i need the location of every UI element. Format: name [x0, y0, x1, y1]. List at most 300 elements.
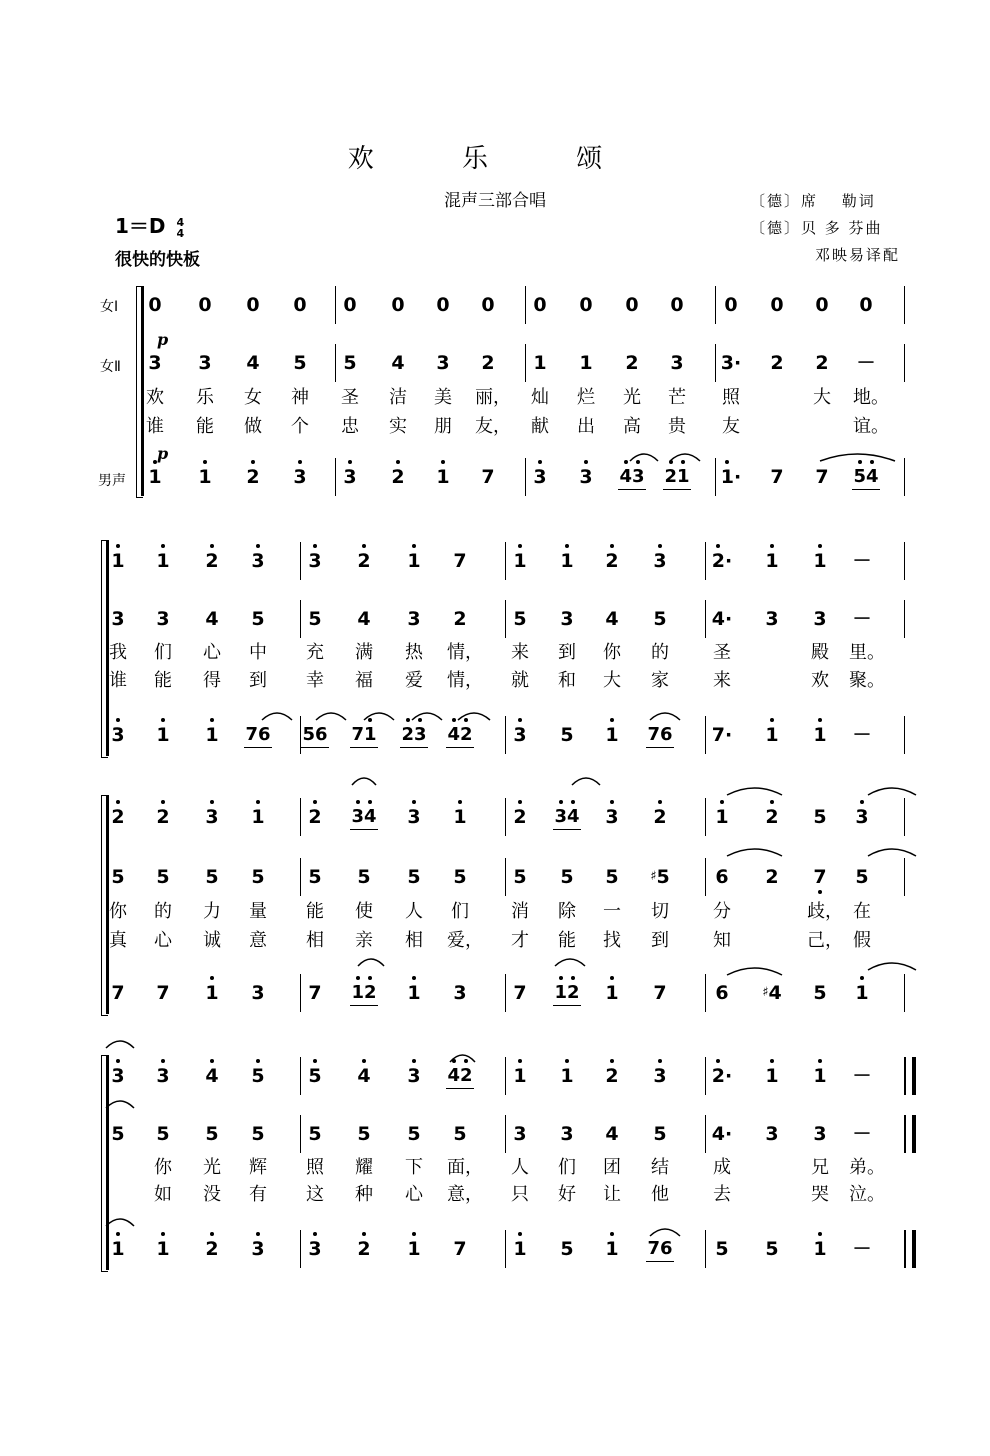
note: 1 · — [718, 462, 744, 492]
note: 1 — [759, 546, 785, 576]
note: 0 — [246, 294, 260, 316]
note: 5 — [251, 1123, 265, 1145]
note: 3 — [245, 1234, 271, 1264]
note: 5 — [453, 1123, 467, 1145]
note: 5 — [156, 866, 170, 888]
note: 1 — [507, 1061, 533, 1091]
note: 1 — [579, 352, 593, 374]
lyric-syllable: 找 — [603, 930, 621, 951]
note: 5 — [813, 982, 827, 1004]
note: 2 — [351, 546, 377, 576]
note: 2 · — [709, 546, 735, 576]
time-denominator: 4 — [176, 226, 185, 240]
note: 1 — [142, 462, 168, 492]
note: 1 — [192, 462, 218, 492]
slur-arc — [868, 849, 916, 856]
note: 1 — [105, 546, 131, 576]
lyric-syllable: 相 — [405, 930, 423, 951]
lyric-syllable: 耀 — [355, 1157, 373, 1178]
note: － — [852, 724, 872, 746]
final-barline — [912, 1057, 916, 1095]
note: 7 — [770, 466, 784, 488]
lyric-syllable: 如 — [154, 1184, 172, 1205]
note: 7 — [156, 982, 170, 1004]
lyricist-credit: 〔德〕席 勒词 — [750, 192, 876, 210]
barline — [335, 458, 336, 496]
note: 2 — [765, 866, 779, 888]
note: 1 2 — [549, 978, 585, 1008]
note: 2 — [150, 802, 176, 832]
lyric-syllable: 大 — [603, 670, 621, 691]
lyric-syllable: 欢 — [811, 670, 829, 691]
note: 71 — [346, 720, 382, 750]
slur-arc — [670, 454, 700, 461]
note: 1 — [807, 1234, 833, 1264]
note: 1 — [150, 1234, 176, 1264]
note: 5 — [407, 1123, 421, 1145]
lyric-syllable: 洁 — [389, 387, 407, 408]
slur-arc — [555, 959, 585, 966]
lyric-syllable: 神 — [291, 387, 309, 408]
lyric-syllable: 福 — [355, 670, 373, 691]
note: 0 — [815, 294, 829, 316]
note: 3 4 — [549, 802, 585, 832]
composer-credit: 〔德〕贝 多 芬曲 — [750, 219, 883, 237]
lyric-syllable: 辉 — [249, 1157, 267, 1178]
note: 2 — [481, 352, 495, 374]
lyric-syllable: 高 — [623, 416, 641, 437]
slur-arc — [458, 713, 490, 720]
note: 3 — [813, 1123, 827, 1145]
note: 5 — [813, 806, 827, 828]
lyric-syllable: 献 — [531, 416, 549, 437]
barline — [300, 1057, 301, 1095]
barline — [300, 542, 301, 580]
note: 6 — [715, 982, 729, 1004]
lyric-syllable: 满 — [355, 642, 373, 663]
lyric-syllable: 照 — [306, 1157, 324, 1178]
note: 1 — [759, 1061, 785, 1091]
note: 6 — [715, 866, 729, 888]
note: 5 — [715, 1238, 729, 1260]
note: 3 — [765, 608, 779, 630]
barline — [505, 1057, 506, 1095]
lyric-syllable: 面， — [447, 1157, 483, 1178]
slur-arc — [262, 713, 292, 720]
note: 0 — [436, 294, 450, 316]
note: 5 — [653, 608, 667, 630]
barline — [505, 798, 506, 836]
note: 76 — [642, 720, 678, 750]
song-title: 欢 乐 颂 — [347, 144, 643, 174]
note: 2 1 — [659, 462, 695, 492]
note: 5 — [605, 866, 619, 888]
lyric-syllable: 心 — [154, 930, 172, 951]
lyric-syllable: 成 — [713, 1157, 731, 1178]
lyric-syllable: 们 — [558, 1157, 576, 1178]
lyric-syllable: 谁 — [146, 416, 164, 437]
note: － — [852, 550, 872, 572]
lyric-syllable: 这 — [306, 1184, 324, 1205]
note: 5 — [293, 352, 307, 374]
note: 3 — [527, 462, 553, 492]
slur-arc — [106, 1101, 134, 1108]
slur-arc — [630, 454, 658, 461]
lyric-syllable: 烂 — [577, 387, 595, 408]
note: 5 — [653, 1123, 667, 1145]
note: 5 — [453, 866, 467, 888]
lyric-syllable: 爱， — [447, 930, 483, 951]
note: 1 — [759, 720, 785, 750]
lyric-syllable: 切 — [651, 901, 669, 922]
lyric-syllable: 中 — [249, 642, 267, 663]
barline — [904, 458, 905, 496]
barline — [904, 1057, 906, 1095]
note: 5 — [302, 1061, 328, 1091]
note: 3 — [560, 1123, 574, 1145]
lyric-syllable: 丽， — [475, 387, 511, 408]
lyric-syllable: 实 — [389, 416, 407, 437]
note: 2 — [385, 462, 411, 492]
note: 1 — [430, 462, 456, 492]
barline — [705, 858, 706, 896]
note: 5 — [251, 866, 265, 888]
barline — [904, 286, 905, 324]
note: 3 — [513, 1123, 527, 1145]
lyric-syllable: 谊。 — [853, 416, 889, 437]
note: 4 2 — [442, 1061, 478, 1091]
note: 2 3 — [396, 720, 432, 750]
key-signature — [115, 210, 184, 239]
note: 3 — [407, 608, 421, 630]
final-barline — [912, 1115, 916, 1153]
lyric-syllable: 们 — [451, 901, 469, 922]
lyric-syllable: 朋 — [434, 416, 452, 437]
key-label: 1＝D — [115, 214, 166, 238]
lyric-syllable: 谁 — [109, 670, 127, 691]
barline — [705, 798, 706, 836]
barline — [335, 344, 336, 382]
lyric-syllable: 圣 — [713, 642, 731, 663]
barline — [505, 858, 506, 896]
note: 2 — [105, 802, 131, 832]
barline — [904, 974, 905, 1012]
note: 5 — [111, 1123, 125, 1145]
lyric-syllable: 个 — [291, 416, 309, 437]
slur-arc — [727, 849, 782, 856]
slur-arc — [352, 778, 376, 785]
lyric-syllable: 聚。 — [849, 670, 885, 691]
note: 3 — [156, 608, 170, 630]
note: － — [852, 1238, 872, 1260]
lyric-syllable: 相 — [306, 930, 324, 951]
note: 0 — [625, 294, 639, 316]
lyric-syllable: 欢 — [146, 387, 164, 408]
slur-arc — [106, 1041, 134, 1048]
lyric-syllable: 美 — [434, 387, 452, 408]
barline — [335, 286, 336, 324]
lyric-syllable: 种 — [355, 1184, 373, 1205]
note: 2 — [770, 352, 784, 374]
note: 4 3 — [614, 462, 650, 492]
note: 7 — [308, 982, 322, 1004]
barline — [715, 458, 716, 496]
note: 2 — [599, 1061, 625, 1091]
lyric-syllable: 假 — [853, 930, 871, 951]
lyric-syllable: 来 — [713, 670, 731, 691]
slur-arc — [868, 963, 916, 970]
note: 1 — [447, 802, 473, 832]
barline — [904, 1230, 906, 1268]
barline — [300, 858, 301, 896]
barline — [705, 974, 706, 1012]
subtitle: 混声三部合唱 — [444, 191, 546, 211]
lyric-syllable: 在 — [853, 901, 871, 922]
lyric-syllable: 有 — [249, 1184, 267, 1205]
note: 4 — [205, 608, 219, 630]
barline — [904, 858, 905, 896]
note: 3 — [560, 608, 574, 630]
note: 3 — [849, 802, 875, 832]
note: 1 2 — [346, 978, 382, 1008]
barline — [705, 1057, 706, 1095]
barline — [904, 798, 905, 836]
note: 4 — [199, 1061, 225, 1091]
note: 5 — [765, 1238, 779, 1260]
barline — [300, 1230, 301, 1268]
lyric-syllable: 人 — [405, 901, 423, 922]
note: 2 · — [709, 1061, 735, 1091]
note: 0 — [724, 294, 738, 316]
slur-arc — [106, 1219, 134, 1226]
lyric-syllable: 下 — [405, 1157, 423, 1178]
note: 3 — [765, 1123, 779, 1145]
note: 2 — [199, 546, 225, 576]
note: 76 — [240, 720, 276, 750]
note: ♯4 — [762, 982, 782, 1004]
note: 4· — [711, 1123, 733, 1145]
note: 5 — [251, 608, 265, 630]
note: 3 — [453, 982, 467, 1004]
slur-arc — [868, 788, 916, 795]
note: 1 — [599, 720, 625, 750]
lyric-syllable: 里。 — [849, 642, 885, 663]
note: 5 — [308, 866, 322, 888]
lyric-syllable: 意 — [249, 930, 267, 951]
barline — [904, 716, 905, 754]
note: 3 — [148, 352, 162, 374]
note: 5 — [343, 352, 357, 374]
note: 1 — [807, 1061, 833, 1091]
lyric-syllable: 能 — [306, 901, 324, 922]
note: 5 — [245, 1061, 271, 1091]
lyric-syllable: 情， — [447, 670, 483, 691]
lyric-syllable: 做 — [244, 416, 262, 437]
slur-arc — [650, 713, 680, 720]
translator-credit: 邓映易译配 — [814, 246, 900, 264]
lyric-syllable: 一 — [603, 901, 621, 922]
lyric-syllable: 弟。 — [849, 1157, 885, 1178]
lyric-syllable: 力 — [203, 901, 221, 922]
lyric-syllable: 忠 — [341, 416, 359, 437]
note: 1 — [709, 802, 735, 832]
lyric-syllable: 乐 — [196, 387, 214, 408]
slur-arc — [358, 959, 384, 966]
note: 0 — [770, 294, 784, 316]
lyric-syllable: 他 — [651, 1184, 669, 1205]
note: 4 — [605, 608, 619, 630]
lyric-syllable: 分 — [713, 901, 731, 922]
note: 5 — [855, 866, 869, 888]
time-numerator: 4 — [176, 215, 185, 229]
lyric-syllable: 亲 — [355, 930, 373, 951]
note: 7 — [453, 550, 467, 572]
note: 2 — [507, 802, 533, 832]
note: 5 — [513, 866, 527, 888]
lyric-syllable: 量 — [249, 901, 267, 922]
lyric-syllable: 友， — [475, 416, 511, 437]
lyric-syllable: 得 — [203, 670, 221, 691]
barline — [705, 600, 706, 638]
note: 0 — [859, 294, 873, 316]
lyric-syllable: 就 — [511, 670, 529, 691]
lyric-syllable: 爱 — [405, 670, 423, 691]
note: 7· — [711, 724, 733, 746]
lyric-syllable: 没 — [203, 1184, 221, 1205]
note: － — [852, 1065, 872, 1087]
lyric-syllable: 热 — [405, 642, 423, 663]
voice-label-male: 男声 — [98, 473, 126, 489]
barline — [525, 344, 526, 382]
lyric-syllable: 去 — [713, 1184, 731, 1205]
lyric-syllable: 能 — [196, 416, 214, 437]
barline — [525, 286, 526, 324]
note: 3 — [647, 1061, 673, 1091]
barline — [904, 1115, 906, 1153]
lyric-syllable: 人 — [511, 1157, 529, 1178]
lyric-syllable: 殿 — [811, 642, 829, 663]
dynamic-mark: p — [157, 444, 169, 463]
barline — [300, 798, 301, 836]
lyric-syllable: 好 — [558, 1184, 576, 1205]
note: 5 — [308, 608, 322, 630]
note: 5 — [560, 1238, 574, 1260]
note: 3 — [198, 352, 212, 374]
note: 5 — [205, 1123, 219, 1145]
note: 1 — [401, 546, 427, 576]
note: 5 — [111, 866, 125, 888]
barline — [505, 974, 506, 1012]
note: 7 — [513, 982, 527, 1004]
lyric-syllable: 你 — [109, 901, 127, 922]
lyric-syllable: 能 — [558, 930, 576, 951]
lyric-syllable: 灿 — [531, 387, 549, 408]
lyric-syllable: 的 — [651, 642, 669, 663]
note: 3 — [287, 462, 313, 492]
note: 3 — [111, 608, 125, 630]
note: 1 — [849, 978, 875, 1008]
lyric-syllable: 才 — [511, 930, 529, 951]
note: 2 — [453, 608, 467, 630]
note: 5 4 — [848, 462, 884, 492]
lyric-syllable: 圣 — [341, 387, 359, 408]
barline — [705, 1115, 706, 1153]
note: 1 — [507, 1234, 533, 1264]
tempo-marking: 很快的快板 — [115, 250, 200, 270]
lyric-syllable: 知 — [713, 930, 731, 951]
lyric-syllable: 出 — [577, 416, 595, 437]
note: 3 4 — [346, 802, 382, 832]
note: 1 — [599, 1234, 625, 1264]
note: 3 — [199, 802, 225, 832]
lyric-syllable: 情， — [447, 642, 483, 663]
note: 4 — [351, 1061, 377, 1091]
note: 5 — [308, 1123, 322, 1145]
lyric-syllable: 芒 — [668, 387, 686, 408]
note: 1 — [401, 978, 427, 1008]
note: 2 — [302, 802, 328, 832]
barline — [705, 542, 706, 580]
lyric-syllable: 只 — [511, 1184, 529, 1205]
note: 7 — [807, 862, 833, 892]
note: 1 — [105, 1234, 131, 1264]
note: 2 — [351, 1234, 377, 1264]
lyric-syllable: 除 — [558, 901, 576, 922]
note: 2 — [759, 802, 785, 832]
lyric-syllable: 光 — [203, 1157, 221, 1178]
note: 5 — [156, 1123, 170, 1145]
barline — [505, 600, 506, 638]
note: 0 — [481, 294, 495, 316]
note: 1 — [533, 352, 547, 374]
note: 3 — [337, 462, 363, 492]
barline — [705, 1230, 706, 1268]
lyric-syllable: 我 — [109, 642, 127, 663]
dynamic-mark: p — [157, 330, 169, 349]
slur-arc — [727, 968, 782, 975]
note: 7 — [481, 466, 495, 488]
note: 4 — [391, 352, 405, 374]
barline — [505, 716, 506, 754]
lyric-syllable: 地。 — [853, 387, 889, 408]
note: 4 — [246, 352, 260, 374]
note: 1 — [150, 720, 176, 750]
lyric-syllable: 和 — [558, 670, 576, 691]
lyric-syllable: 到 — [558, 642, 576, 663]
lyric-syllable: 来 — [511, 642, 529, 663]
note: 1 — [199, 720, 225, 750]
lyric-syllable: 友 — [722, 416, 740, 437]
note: 5 — [357, 1123, 371, 1145]
note: 3 — [647, 546, 673, 576]
lyric-syllable: 家 — [651, 670, 669, 691]
note: 5 — [407, 866, 421, 888]
note: 4 — [357, 608, 371, 630]
note: 2 — [647, 802, 673, 832]
lyric-syllable: 心 — [405, 1184, 423, 1205]
note: 1 — [150, 546, 176, 576]
lyric-syllable: 你 — [603, 642, 621, 663]
lyric-syllable: 到 — [249, 670, 267, 691]
slur-arc — [316, 713, 346, 720]
lyric-syllable: 到 — [651, 930, 669, 951]
barline — [505, 1115, 506, 1153]
note: 1 — [245, 802, 271, 832]
slur-arc — [572, 778, 600, 785]
barline — [715, 286, 716, 324]
barline — [505, 542, 506, 580]
barline — [505, 1230, 506, 1268]
